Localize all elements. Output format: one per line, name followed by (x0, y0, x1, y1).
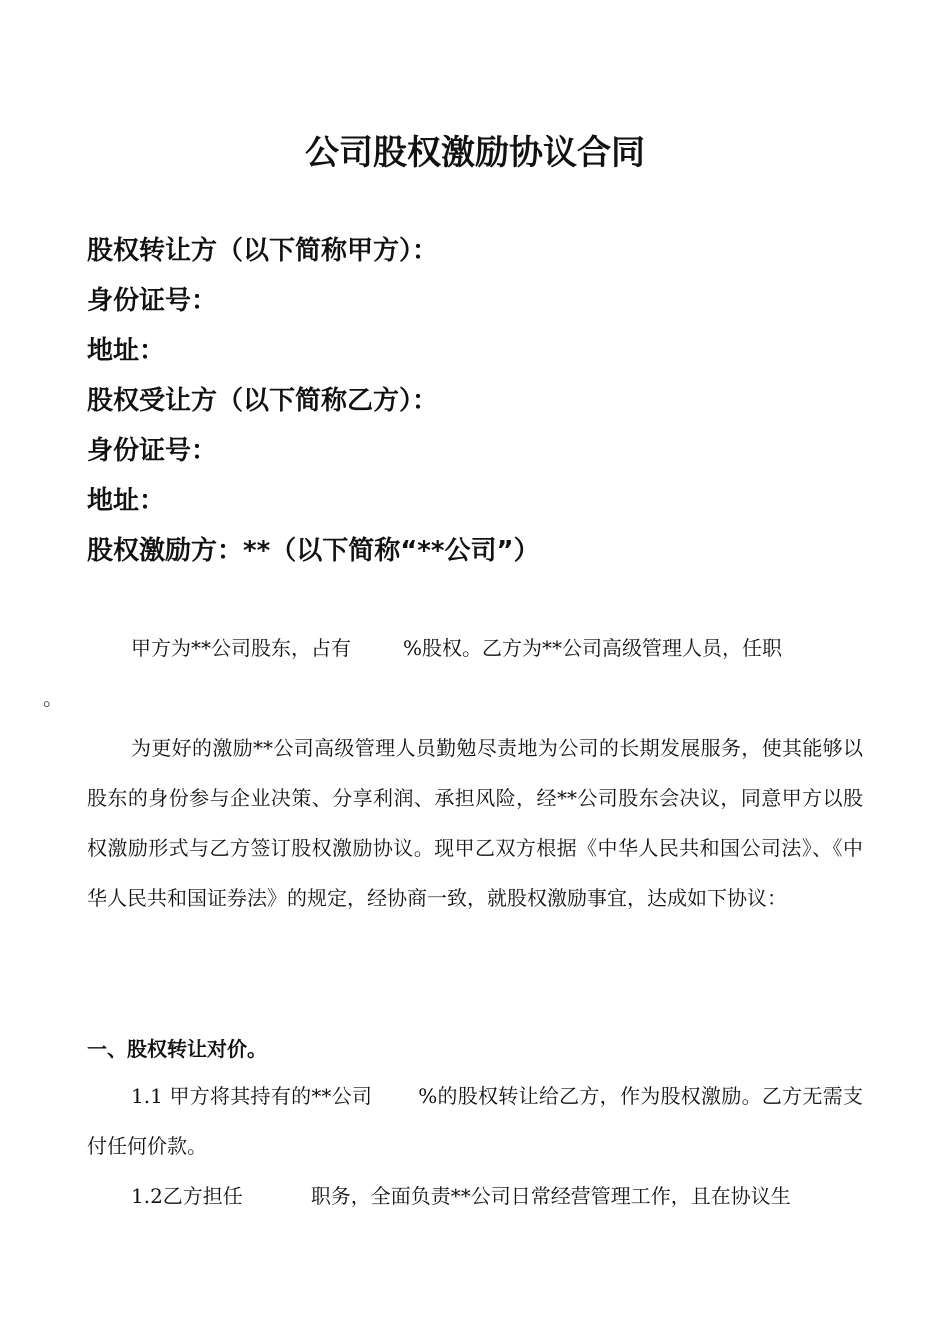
clause-1-2-text-b: 职务，全面负责**公司日常经营管理工作，且在协议生 (310, 1184, 791, 1208)
transferor-line: 股权转让方（以下简称甲方）： (87, 236, 439, 266)
intro-2-text: 为更好的激励**公司高级管理人员勤勉尽责地为公司的长期发展服务，使其能够以股东的身份参与企业决策、分享利润、承担风险，经**公司股东会决议，同意甲方以股权激励形式与乙方签订股权激励协议。现甲乙双方根据《中华人民共和国公司法》、《中华人民共和国证券法》的规定，经协商一致，就股权激励事宜，达成如下协议： (87, 736, 863, 910)
section-1-heading: 一、股权转让对价。 (87, 1037, 267, 1061)
clause-1-2-text-a: 1.2乙方担任 (131, 1184, 243, 1208)
document-title: 公司股权激励协议合同 (305, 133, 645, 173)
clause-1-1-text-a: 1.1 甲方将其持有的**公司 (131, 1084, 373, 1108)
transferor-id-line: 身份证号： (87, 286, 218, 316)
transferor-address-line: 地址： (87, 336, 166, 366)
incentive-party-line: 股权激励方：**（以下简称“**公司”） (87, 536, 540, 566)
transferee-line: 股权受让方（以下简称乙方）： (87, 386, 439, 416)
intro-1-text-c: 。 (43, 686, 63, 710)
intro-paragraph-2 (87, 723, 863, 923)
intro-paragraph-1 (43, 623, 863, 723)
clause-1-1 (87, 1071, 863, 1171)
clause-1-2 (87, 1171, 863, 1221)
intro-1-text-a: 甲方为**公司股东，占有 (131, 636, 351, 660)
party-info-block (87, 226, 867, 576)
clause-1-1-text-b: %的股权转让给乙方，作为股权激励。乙方无需支付任何价款。 (87, 1084, 863, 1158)
transferee-id-line: 身份证号： (87, 436, 218, 466)
intro-1-text-b: %股权。乙方为**公司高级管理人员，任职 (403, 636, 783, 660)
transferee-address-line: 地址： (87, 486, 166, 516)
